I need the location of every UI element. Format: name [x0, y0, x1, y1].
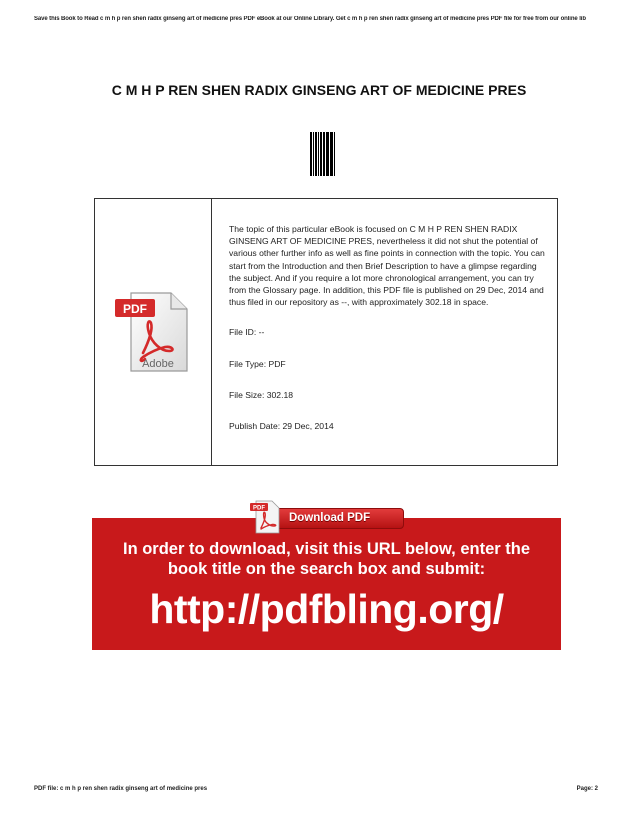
- pdf-icon-brand: Adobe: [142, 358, 174, 370]
- download-url-link[interactable]: http://pdfbling.org/: [149, 586, 504, 632]
- download-instruction-line2: book title on the search box and submit:: [167, 560, 486, 578]
- footer-page-number: Page: 2: [576, 786, 598, 792]
- barcode-icon: [310, 132, 336, 176]
- description-text: The topic of this particular eBook is focused on C M H P REN SHEN RADIX GINSENG ART OF MEDICINE PRES, nevertheless it did not shut the potential of various other further info as well as fine points in connection with the topic. You can start from the Introduction and then Brief Description to have a glimpse regarding the subject. And if you require a lot more chronological arrangement, you can try from the Glossary page. In addition, this PDF file is published on 29 Dec, 2014 and thus filed in our repository as --, with approximately 302.18 in space.: [229, 224, 545, 308]
- pdf-icon-label: PDF: [123, 302, 147, 316]
- page-title: C M H P REN SHEN RADIX GINSENG ART OF MEDICINE PRES: [111, 82, 527, 98]
- footer-file-label: PDF file: c m h p ren shen radix ginseng art of medicine pres: [34, 786, 208, 792]
- pdf-file-icon: [113, 291, 191, 375]
- publish-date: Publish Date: 29 Dec, 2014: [229, 421, 334, 432]
- file-size: File Size: 302.18: [229, 389, 294, 400]
- download-banner[interactable]: [92, 518, 561, 650]
- file-type: File Type: PDF: [229, 358, 286, 369]
- download-pdf-button[interactable]: [250, 500, 404, 530]
- download-instruction-line1: In order to download, visit this URL below, enter the: [122, 540, 531, 558]
- file-id: File ID: --: [229, 327, 265, 338]
- download-button-label: Download PDF: [270, 508, 404, 529]
- pdf-mini-icon: [250, 500, 280, 534]
- file-details: [212, 199, 557, 465]
- pdf-mini-icon-label: PDF: [253, 505, 265, 512]
- top-banner-text: Save this Book to Read c m h p ren shen radix ginseng art of medicine pres PDF eBook at our Online Library. Get c m h p ren shen radix ginseng art of medicine pres PDF file for free from our online lib: [34, 16, 586, 22]
- file-icon-cell: [95, 199, 212, 465]
- file-info-box: [94, 198, 558, 466]
